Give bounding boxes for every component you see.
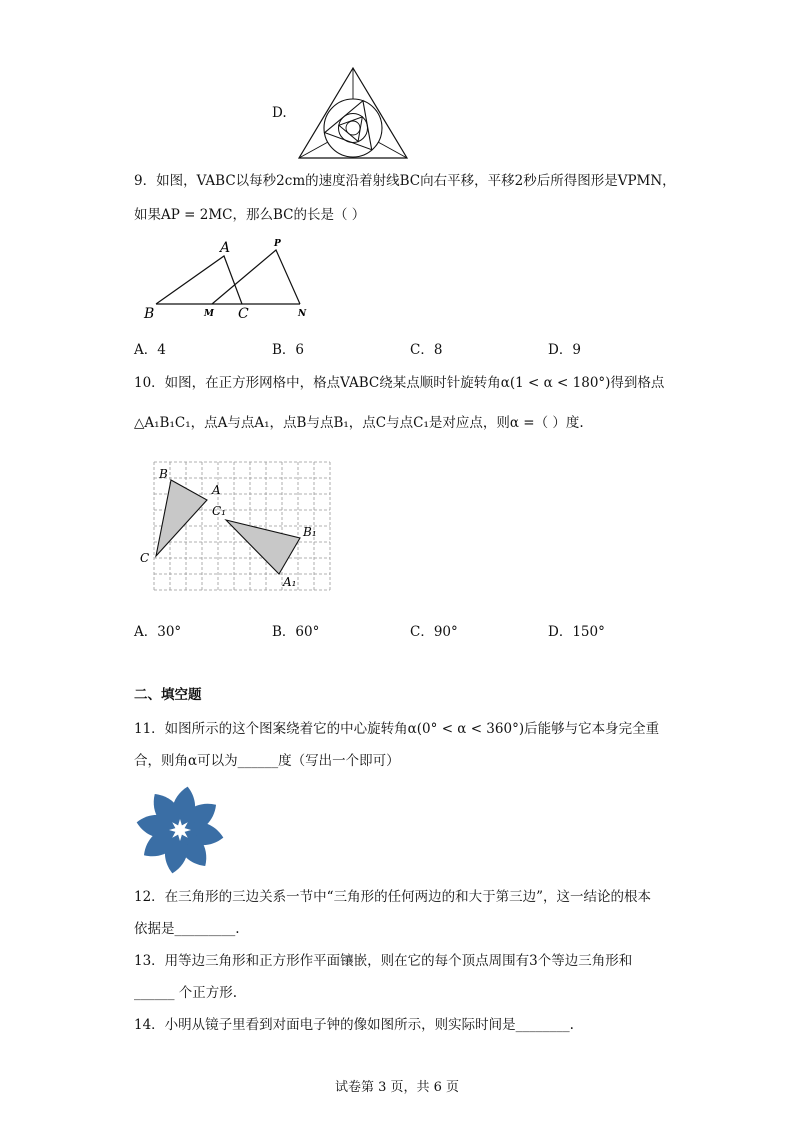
q9-choice-c[interactable]: C．8 (410, 342, 443, 358)
triangle-abc (156, 480, 207, 556)
q10-label-a1: A₁ (283, 575, 297, 589)
q10-label-c: C (140, 551, 150, 565)
flower-petals (135, 785, 226, 876)
q9-choice-b[interactable]: B．6 (272, 342, 305, 358)
q11-line2: 合，则角α可以为______度（写出一个即可） (134, 753, 400, 769)
q12-line2: 依据是_________. (134, 921, 240, 937)
q8-option-d-figure (297, 66, 409, 161)
q13-line1: 13．用等边三角形和正方形作平面镶嵌，则在它的每个顶点周围有3个等边三角形和 (134, 953, 633, 969)
q10-label-a: A (212, 483, 221, 497)
q10-choice-b[interactable]: B．60° (272, 624, 320, 640)
q9-choice-d[interactable]: D．9 (548, 342, 581, 358)
q10-choice-a[interactable]: A．30° (134, 624, 182, 640)
page-footer: 试卷第 3 页，共 6 页 (334, 1080, 460, 1095)
q12-line1: 12．在三角形的三边关系一节中“三角形的任何两边的和大于第三边”，这一结论的根本 (134, 889, 651, 905)
q9-label-n: N (298, 309, 307, 319)
q9-label-a: A (220, 240, 231, 256)
q9-label-c: C (238, 306, 249, 322)
triangle-a1b1c1 (226, 520, 300, 574)
q13-line2: ______ 个正方形. (134, 985, 238, 1001)
flower-center-star (169, 819, 191, 841)
q9-choice-a[interactable]: A．4 (134, 342, 166, 358)
q11-line1: 11．如图所示的这个图案绕着它的中心旋转角α(0° < α < 360°)后能够与它本身完全重 (134, 721, 660, 737)
q14-line1: 14．小明从镜子里看到对面电子钟的像如图所示，则实际时间是________. (134, 1017, 574, 1033)
q8-option-d-label: D. (272, 105, 287, 121)
q11-flower-figure (134, 784, 226, 876)
q9-label-m: M (204, 309, 214, 319)
q9-label-b: B (144, 306, 155, 322)
q10-label-b: B (159, 467, 168, 481)
q10-label-c1: C₁ (212, 504, 226, 518)
q9-figure (140, 236, 320, 322)
q10-line1: 10．如图，在正方形网格中，格点VABC绕某点顺时针旋转角α(1 < α < 180°)得到格点 (134, 375, 665, 391)
q10-choice-d[interactable]: D．150° (548, 624, 605, 640)
q10-label-b1: B₁ (303, 525, 317, 539)
q9-line2: 如果AP = 2MC，那么BC的长是（ ） (134, 207, 366, 223)
q9-line1: 9．如图，VABC以每秒2cm的速度沿着射线BC向右平移，平移2秒后所得图形是VPMN， (134, 173, 676, 189)
q10-choice-c[interactable]: C．90° (410, 624, 458, 640)
q9-label-p: P (274, 239, 281, 249)
q10-figure (140, 456, 330, 596)
q10-line2: △A₁B₁C₁，点A与点A₁，点B与点B₁，点C与点C₁是对应点，则α =（ ）度. (134, 415, 584, 431)
section-title: 二、填空题 (134, 687, 202, 703)
